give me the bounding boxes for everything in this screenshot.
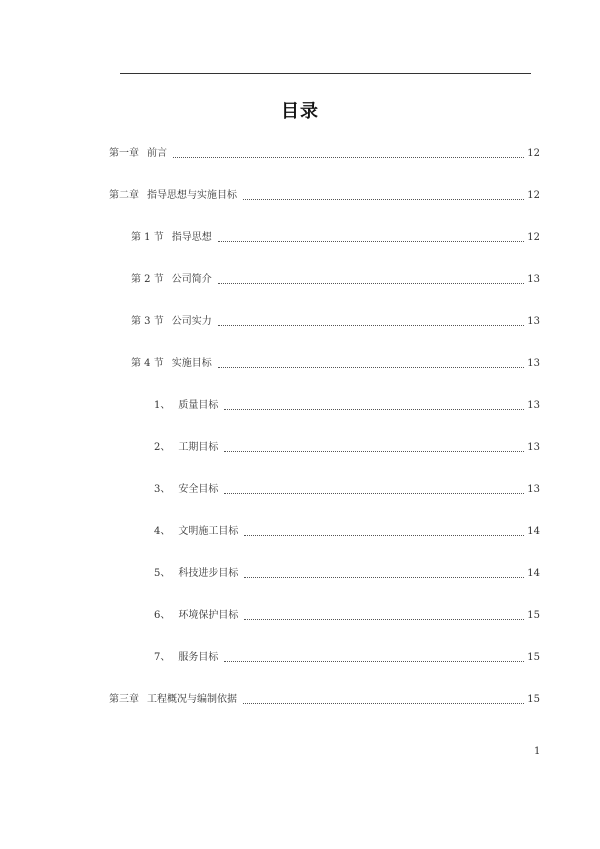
toc-entry-chapter-1[interactable] (109, 144, 540, 160)
toc-entry-number: 第 4 节 (131, 358, 164, 369)
toc-label (131, 316, 212, 328)
toc-entry-section-1[interactable] (131, 228, 540, 244)
toc-entry-page: 15 (527, 610, 540, 621)
toc-entry-page: 13 (527, 442, 540, 453)
dot-leader (218, 325, 525, 326)
toc-label (154, 484, 218, 496)
dot-leader (224, 409, 524, 410)
toc-entry-chapter-3[interactable] (109, 690, 540, 706)
toc-entry-text: 前言 (147, 148, 167, 159)
toc-entry-text: 工程概况与编制依据 (147, 694, 237, 705)
toc-entry-text: 质量目标 (178, 400, 219, 411)
toc-entry-text: 实施目标 (171, 358, 212, 369)
toc-entry-number: 2、 (154, 442, 171, 453)
toc-label (154, 568, 238, 580)
page-number: 1 (534, 746, 541, 757)
dot-leader (218, 283, 525, 284)
toc-entry-item-3[interactable] (154, 480, 540, 496)
toc-entry-text: 指导思想 (171, 232, 212, 243)
toc-entry-page: 13 (527, 358, 540, 369)
toc-entry-number: 第 2 节 (131, 274, 164, 285)
toc-entry-text: 工期目标 (178, 442, 219, 453)
toc-entry-page: 15 (527, 652, 540, 663)
toc-entry-item-5[interactable] (154, 564, 540, 580)
toc-label (154, 400, 218, 412)
toc-title: 目录 (281, 101, 319, 122)
dot-leader (244, 535, 524, 536)
toc-label (131, 274, 212, 286)
toc-entry-page: 14 (527, 526, 540, 537)
dot-leader (173, 157, 524, 158)
toc-entry-number: 第 3 节 (131, 316, 164, 327)
toc-entry-text: 安全目标 (178, 484, 219, 495)
toc-entry-number: 5、 (154, 568, 171, 579)
toc-entry-text: 指导思想与实施目标 (147, 190, 237, 201)
dot-leader (243, 199, 524, 200)
toc-entry-number: 7、 (154, 652, 171, 663)
toc-entry-page: 13 (527, 274, 540, 285)
toc-label (109, 694, 237, 706)
toc-label (154, 652, 218, 664)
toc-entry-number: 3、 (154, 484, 171, 495)
dot-leader (244, 577, 524, 578)
toc-label (154, 610, 238, 622)
dot-leader (243, 703, 524, 704)
toc-entry-number: 6、 (154, 610, 171, 621)
dot-leader (218, 367, 525, 368)
toc-entry-number: 第一章 (109, 148, 139, 159)
toc-entry-page: 12 (527, 232, 540, 243)
toc-entry-number: 4、 (154, 526, 171, 537)
toc-label (109, 148, 167, 160)
dot-leader (218, 241, 525, 242)
toc-entry-page: 13 (527, 484, 540, 495)
toc-entry-number: 1、 (154, 400, 171, 411)
dot-leader (224, 493, 524, 494)
toc-entry-item-4[interactable] (154, 522, 540, 538)
dot-leader (224, 661, 524, 662)
toc-entry-text: 文明施工目标 (178, 526, 239, 537)
dot-leader (244, 619, 524, 620)
toc-entry-page: 15 (527, 694, 540, 705)
toc-label (154, 442, 218, 454)
toc-entry-item-2[interactable] (154, 438, 540, 454)
toc-label (131, 232, 212, 244)
dot-leader (224, 451, 524, 452)
toc-entry-number: 第三章 (109, 694, 139, 705)
toc-entry-text: 公司简介 (171, 274, 212, 285)
toc-entry-page: 12 (527, 148, 540, 159)
toc-entry-chapter-2[interactable] (109, 186, 540, 202)
toc-entry-section-4[interactable] (131, 354, 540, 370)
toc-entry-number: 第二章 (109, 190, 139, 201)
toc-entry-item-7[interactable] (154, 648, 540, 664)
toc-entry-item-6[interactable] (154, 606, 540, 622)
toc-entry-text: 环境保护目标 (178, 610, 239, 621)
toc-entry-page: 13 (527, 400, 540, 411)
toc-label (154, 526, 238, 538)
toc-entry-section-3[interactable] (131, 312, 540, 328)
toc-entry-text: 公司实力 (171, 316, 212, 327)
toc-entry-page: 13 (527, 316, 540, 327)
toc-entry-text: 服务目标 (178, 652, 219, 663)
toc-label (109, 190, 237, 202)
toc-entry-item-1[interactable] (154, 396, 540, 412)
toc-entry-page: 14 (527, 568, 540, 579)
toc-entry-page: 12 (527, 190, 540, 201)
toc-entry-text: 科技进步目标 (178, 568, 239, 579)
toc-entry-section-2[interactable] (131, 270, 540, 286)
toc-entry-number: 第 1 节 (131, 232, 164, 243)
toc-label (131, 358, 212, 370)
